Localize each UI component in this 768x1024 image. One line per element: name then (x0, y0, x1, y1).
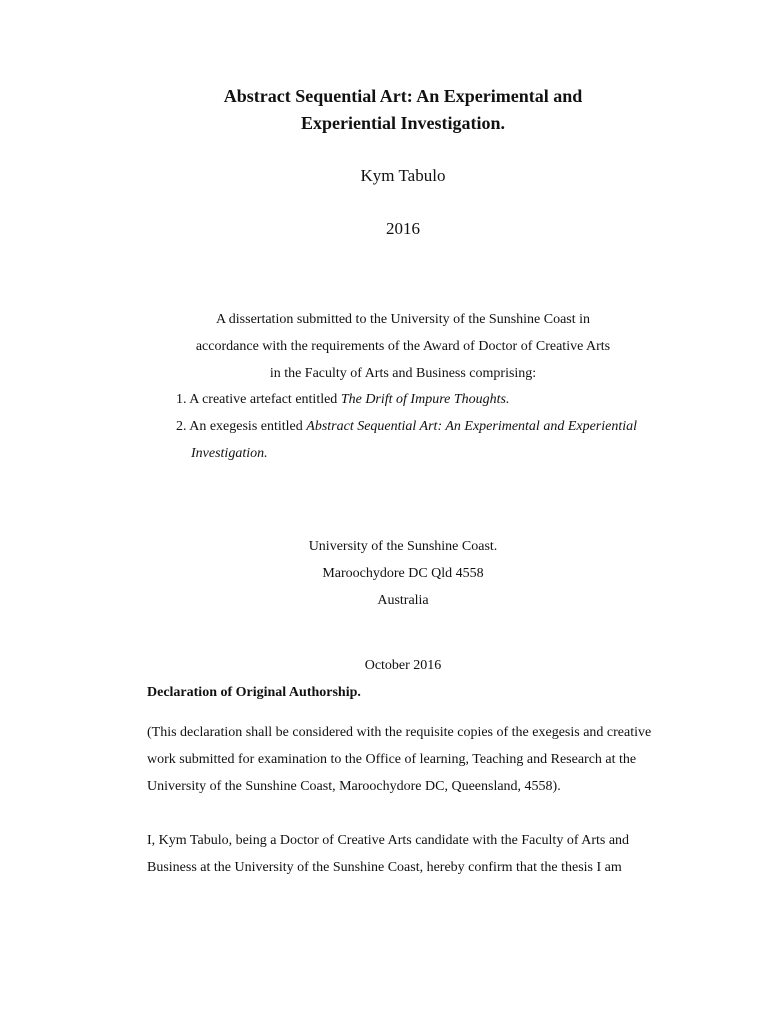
declaration-paragraph-2-line-2: Business at the University of the Sunshine Coast, hereby confirm that the thesis I am (147, 860, 622, 875)
publication-year: 2016 (386, 219, 420, 238)
address-line-1: University of the Sunshine Coast. (308, 539, 498, 554)
declaration-paragraph-1-line-2: work submitted for examination to the Office of learning, Teaching and Research at the (147, 752, 637, 767)
submission-line-2: accordance with the requirements of the Award of Doctor of Creative Arts (195, 339, 611, 354)
declaration-paragraph-1-line-1: (This declaration shall be considered with the requisite copies of the exegesis and creative (147, 725, 652, 740)
exegesis-title: Abstract Sequential Art: An Experimental and Experiential (306, 419, 638, 434)
submission-line-1: A dissertation submitted to the University of the Sunshine Coast in (215, 312, 591, 327)
submission-date: October 2016 (364, 658, 442, 673)
declaration-paragraph-2-line-1: I, Kym Tabulo, being a Doctor of Creative Arts candidate with the Faculty of Arts and (147, 833, 630, 848)
exegesis-title-continued: Investigation. (191, 446, 268, 461)
document-title-line-2: Experiential Investigation. (300, 113, 505, 133)
submission-item-1 (176, 392, 509, 408)
submission-item-2-prefix: 2. An exegesis entitled (176, 419, 307, 434)
declaration-paragraph-1-line-3: University of the Sunshine Coast, Maroochydore DC, Queensland, 4558). (147, 779, 561, 794)
submission-item-2-continued (191, 446, 268, 462)
submission-line-3: in the Faculty of Arts and Business comprising: (269, 366, 537, 381)
submission-item-1-prefix: 1. A creative artefact entitled (176, 392, 341, 407)
address-line-3: Australia (377, 593, 429, 608)
declaration-heading: Declaration of Original Authorship. (147, 685, 361, 700)
document-title-line-1: Abstract Sequential Art: An Experimental and (223, 86, 583, 106)
author-name: Kym Tabulo (360, 166, 446, 185)
submission-item-2 (176, 419, 637, 435)
creative-artefact-title: The Drift of Impure Thoughts. (340, 392, 510, 407)
address-line-2: Maroochydore DC Qld 4558 (322, 566, 484, 581)
